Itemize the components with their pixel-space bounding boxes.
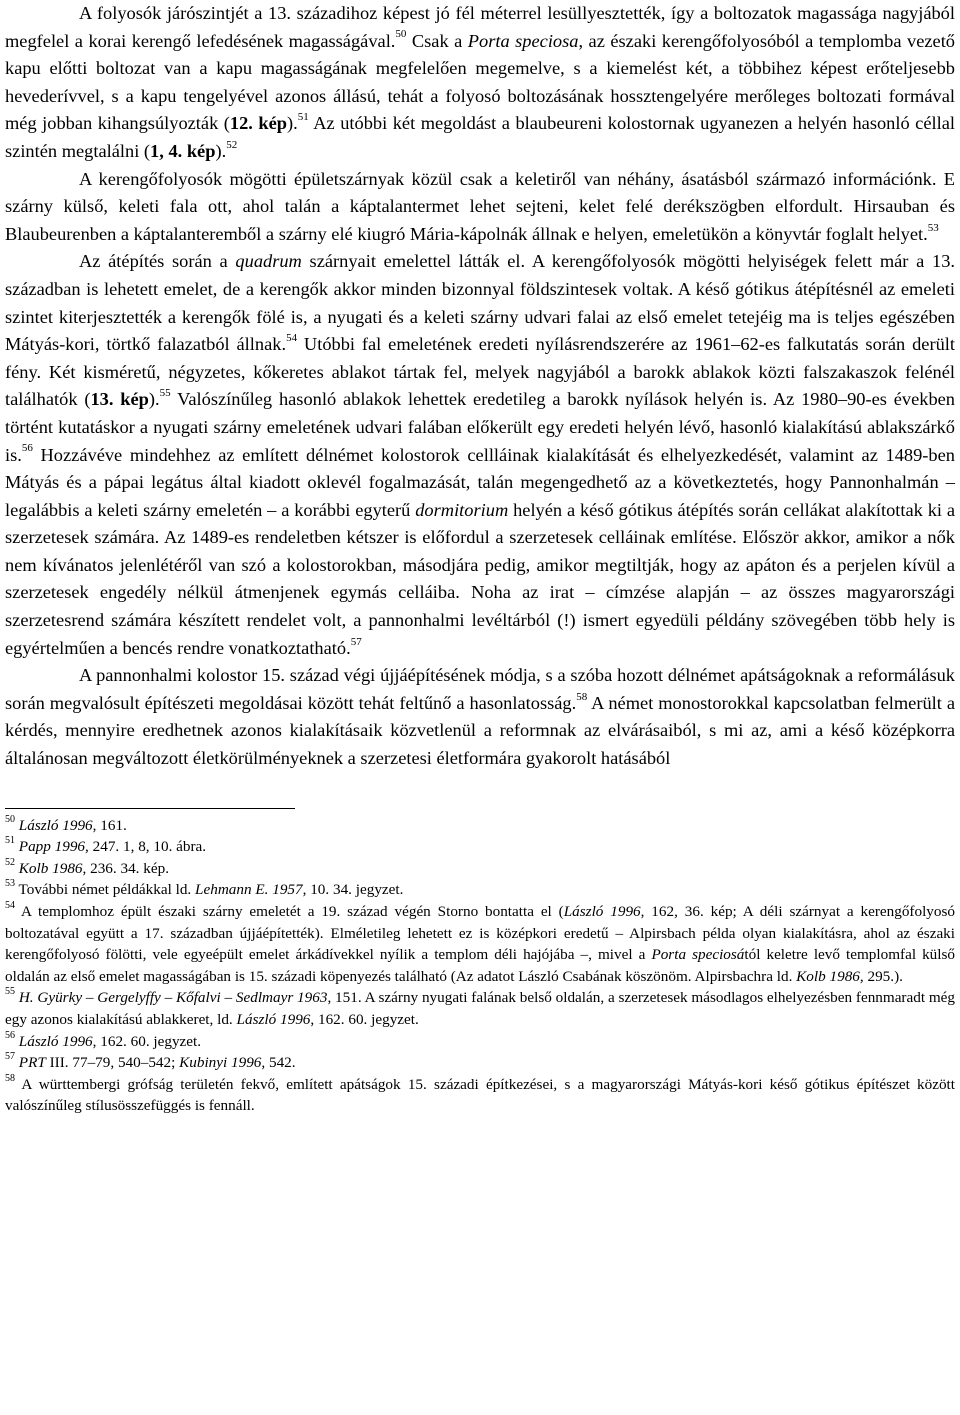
text-run: Csak a (406, 30, 468, 51)
document-page (5, 0, 955, 1117)
text-run: Kolb 1986 (18, 859, 83, 877)
text-run: László 1996 (18, 816, 93, 834)
text-run: ). (215, 140, 227, 161)
text-run: , 247. 1, 8, 10. ábra. (85, 838, 207, 856)
paragraph (5, 248, 955, 662)
text-run: , 162, 36. kép; A déli szárnyat a kerengőfolyosó boltozatával együtt a 17. században újjáépítették). Elméletileg lehetett ez is középkori eredetű – Alpirsbach példa olyan kialakításra, ahol az északi kerengőfolyosó fölötti, vele egyeépült emelet árkádívekkel nyílik a templom déli hajójába –, mivel a (5, 903, 955, 964)
footnote-reference: 55 (159, 387, 171, 400)
text-run: helyén a késő gótikus átépítés során cellákat alakítottak ki a szerzetesek számára. Az 1489-es rendeletben kétszer is előfordul a szerzetesek celláinak említése. Először akkor, amikor a nők nem kívánatos jelenlétéről van szó a kolostorokban, másodjára pedig, amikor megtiltják, hogy az apáton és a perjelen kívül a szerzetesek engedély nélkül átmenjenek egymás celláiba. Noha az irat – címzése alapján – az összes magyarországi szerzetesrend számára készített rendelet volt, a pannonhalmi levéltárból (!) ismert egyedüli példány szövegében több hely is egyértelműen a bencés rendre vonatkoztatható. (5, 499, 956, 658)
footnote-number: 55 (5, 986, 15, 998)
text-run: , 10. 34. jegyzet. (302, 881, 404, 899)
text-run: , az északi kerengőfolyosóból a templomba vezető kapu előtti boltozat van a kapu magasságának megfelelően megemelve, s a kiemelést két, a többihez képest erőteljesebb hevederívvel, s a kapu tengelyével azonos állású, tehát a folyosó boltozásának hossztengelyére merőleges boltozati formával még jobban kihangsúlyozták ( (5, 30, 955, 134)
footnote (5, 987, 955, 1030)
footnote-reference: 51 (297, 111, 309, 124)
footnote-number: 53 (5, 878, 15, 890)
text-run: 13. kép (90, 389, 149, 410)
text-run: , 542. (261, 1054, 296, 1072)
text-run: László 1996 (563, 903, 641, 920)
footnote-reference: 52 (226, 138, 238, 151)
text-run: Lehmann E. 1957 (195, 881, 303, 899)
text-run: Az utóbbi két megoldást a blaubeureni kolostornak ugyanezen a helyén hasonló céllal szintén megtalálni ( (5, 113, 955, 161)
footnote-number: 58 (5, 1072, 15, 1084)
text-run: A folyosók járószintjét a 13. századihoz képest jó fél méterrel lesüllyesztették, így a boltozatok magassága nagyjából megfelel a korai kerengő lefedésének magasságával. (5, 3, 955, 51)
text-run: quadrum (235, 251, 302, 272)
body-text (5, 0, 955, 773)
footnote-number: 54 (5, 899, 15, 911)
text-run: III. 77–79, 540–542; (45, 1054, 180, 1072)
footnote-reference: 56 (21, 442, 33, 455)
footnote-reference: 54 (286, 332, 298, 344)
text-run: Hozzávéve mindehhez az említett délnémet kolostorok cellláinak kialakítását és elhelyezkedését, valamint az 1489-ben Mátyás és a pápai legátus által kiadott oklevél fogalmazását, talán megengedhető az a következtetés, hogy Pannonhalmán – legalábbis a keleti szárny emeletén – a korábbi egyterű (5, 444, 955, 520)
text-run: PRT (18, 1054, 46, 1072)
text-run: László 1996 (18, 1032, 93, 1050)
text-run: tól keletre levő templomfal külső oldalán az első emelet magasságában is 15. századi köpenyezés található (Az adatot László Csabának köszönöm. Alpirsbachra ld. (5, 946, 956, 985)
text-run: , 161. (92, 816, 127, 834)
text-run: A pannonhalmi kolostor 15. század végi újjáépítésének módja, s a szóba hozott délnémet apátságoknak a reformálásuk során megvalósult építészeti megoldásai között tehát feltűnő a hasonlatosság. (5, 665, 955, 713)
text-run: , 162. 60. jegyzet. (92, 1032, 202, 1050)
text-run: Utóbbi fal emeletének eredeti nyílásrendszerére az 1961–62-es falkutatás során derült fény. Két kisméretű, négyzetes, kőkeretes ablakot tártak fel, melyek nagyjából a barokk ablakok közti falszakaszok felénél találhatók ( (5, 334, 956, 410)
text-run: Porta speciosa (467, 30, 579, 51)
text-run: ). (148, 389, 160, 410)
footnote-number: 50 (5, 813, 15, 825)
text-run: Kubinyi 1996 (179, 1054, 262, 1072)
footnote-reference: 58 (576, 690, 588, 703)
footnote (5, 858, 955, 880)
footnotes (5, 815, 955, 1117)
text-run: H. Gyürky – Gergelyffy – Kőfalvi – Sedlmayr 1963 (18, 989, 328, 1007)
text-run: Kolb 1986 (796, 967, 860, 985)
footnote (5, 1074, 955, 1117)
text-run: Papp 1996 (18, 838, 86, 856)
text-run: A templomhoz épült északi szárny emeletét a 19. század végén Storno bontatta el ( (21, 903, 564, 920)
text-run: 12. kép (229, 113, 288, 134)
footnote-number: 57 (5, 1051, 15, 1063)
footnote-number: 52 (5, 856, 15, 868)
text-run: , 236. 34. kép. (82, 859, 169, 877)
text-run: László 1996 (236, 1010, 311, 1028)
text-run: , 151. A szárny nyugati falának belső oldalán, a szerzetesek másodlagos elhelyezésben fennmaradt még egy azonos kialakítású ablakkeret, ld. (5, 989, 955, 1028)
paragraph (5, 0, 955, 166)
footnote-number: 56 (5, 1029, 15, 1041)
text-run: szárnyait emelettel látták el. A kerengőfolyosók mögötti helyiségek felett már a 13. században is lehetett emelet, de a kerengők akkor minden bizonnyal földszintesek voltak. A késő gótikus átépítésnél az emeleti szintet kiterjesztették a kerengők fölé is, a nyugati és a keleti szárny udvari falai az első emelet tetejéig ma is teljes egészében Mátyás-kori, törtkő falazatból állnak. (5, 251, 955, 355)
text-run: Porta speciosá (651, 946, 745, 964)
text-run: 1, 4. kép (150, 140, 216, 161)
footnote (5, 1052, 955, 1074)
footnote (5, 901, 955, 987)
text-run: A német monostorokkal kapcsolatban felmerült a kérdés, mennyire eredhetnek azonos kialakításaik közvetlenül a reformnak az elvárásaiból, s mi az, ami a késő középkorra általánosan megváltozott életkörülményeknek a szerzetesi életformára gyakorolt hatásából (5, 692, 955, 769)
footnote-separator (5, 808, 295, 809)
text-run: A württembergi grófság területén fekvő, említett apátságok 15. századi építkezései, s a magyarországi Mátyás-kori késő gótikus építészet között valószínűleg stílusösszefüggés is fennáll. (5, 1075, 955, 1115)
text-run: További német példákkal ld. (18, 881, 196, 899)
footnote (5, 1031, 955, 1053)
paragraph (5, 166, 955, 249)
text-run: , 295.). (859, 967, 903, 985)
footnote (5, 815, 955, 837)
footnote-reference: 57 (350, 635, 362, 648)
footnote (5, 879, 955, 901)
text-run: Az átépítés során a (79, 251, 236, 272)
footnote-number: 51 (5, 835, 15, 847)
text-run: dormitorium (415, 499, 509, 520)
text-run: A kerengőfolyosók mögötti épületszárnyak közül csak a keletiről van néhány, ásatásból származó információnk. E szárny külső, keleti fala ott, ahol talán a káptalantermet lehet sejteni, kelet felé derékszögben elfordult. Hirsauban és Blaubeurenben a káptalanteremből a szárny elé kiugró Mária-kápolnák állnak e helyen, emeletükön a könyvtár foglalt helyet. (5, 168, 955, 244)
footnote (5, 836, 955, 858)
footnote-reference: 53 (927, 221, 939, 234)
paragraph (5, 662, 955, 772)
text-run: ). (287, 113, 298, 134)
text-run: , 162. 60. jegyzet. (310, 1010, 419, 1028)
text-run: Valószínűleg hasonló ablakok lehettek eredetileg a barokk nyílások helyén is. Az 1980–90-es években történt kutatáskor a nyugati szárny emeletének udvari falában előkerült egy eredeti helyén lévő, hasonló kialakítású ablakszárkő is. (5, 389, 956, 465)
footnote-reference: 50 (395, 28, 407, 41)
